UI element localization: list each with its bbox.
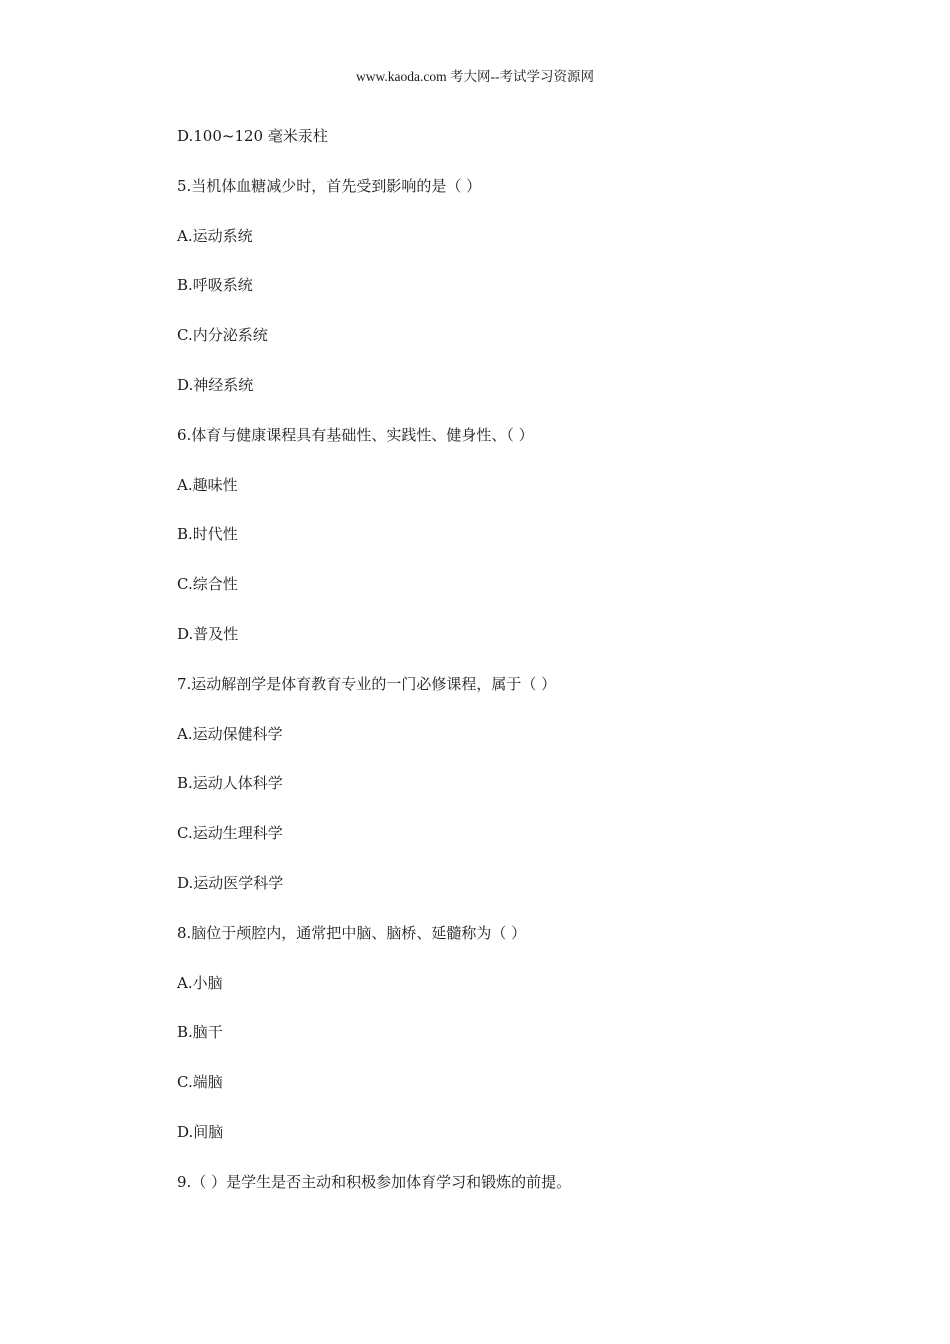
option-c-q6: C.综合性 bbox=[177, 575, 238, 594]
option-d-q5: D.神经系统 bbox=[177, 375, 254, 394]
option-d-q4: D.100~120 毫米汞柱 bbox=[177, 127, 328, 145]
question-6: 6.体育与健康课程具有基础性、实践性、健身性、（ ） bbox=[177, 425, 534, 444]
option-c-q5: C.内分泌系统 bbox=[177, 326, 268, 345]
option-a-q5: A.运动系统 bbox=[177, 226, 253, 245]
option-b-q5: B.呼吸系统 bbox=[177, 276, 253, 295]
question-7: 7.运动解剖学是体育教育专业的一门必修课程，属于（ ） bbox=[177, 674, 557, 693]
question-8: 8.脑位于颅腔内，通常把中脑、脑桥、延髓称为（ ） bbox=[177, 923, 527, 942]
option-b-q8: B.脑干 bbox=[177, 1023, 223, 1042]
question-9: 9.（ ）是学生是否主动和积极参加体育学习和锻炼的前提。 bbox=[177, 1172, 572, 1191]
option-b-q6: B.时代性 bbox=[177, 525, 238, 544]
option-d-q6: D.普及性 bbox=[177, 624, 239, 643]
option-c-q7: C.运动生理科学 bbox=[177, 824, 283, 843]
page-header: www.kaoda.com 考大网--考试学习资源网 bbox=[356, 69, 594, 84]
option-a-q6: A.趣味性 bbox=[177, 475, 238, 494]
option-a-q7: A.运动保健科学 bbox=[177, 724, 283, 743]
option-b-q7: B.运动人体科学 bbox=[177, 774, 283, 793]
option-d-q8: D.间脑 bbox=[177, 1122, 224, 1141]
option-c-q8: C.端脑 bbox=[177, 1073, 223, 1092]
option-d-q7: D.运动医学科学 bbox=[177, 873, 284, 892]
option-a-q8: A.小脑 bbox=[177, 973, 223, 992]
document-body bbox=[177, 125, 897, 1221]
question-5: 5.当机体血糖减少时，首先受到影响的是（ ） bbox=[177, 176, 482, 195]
